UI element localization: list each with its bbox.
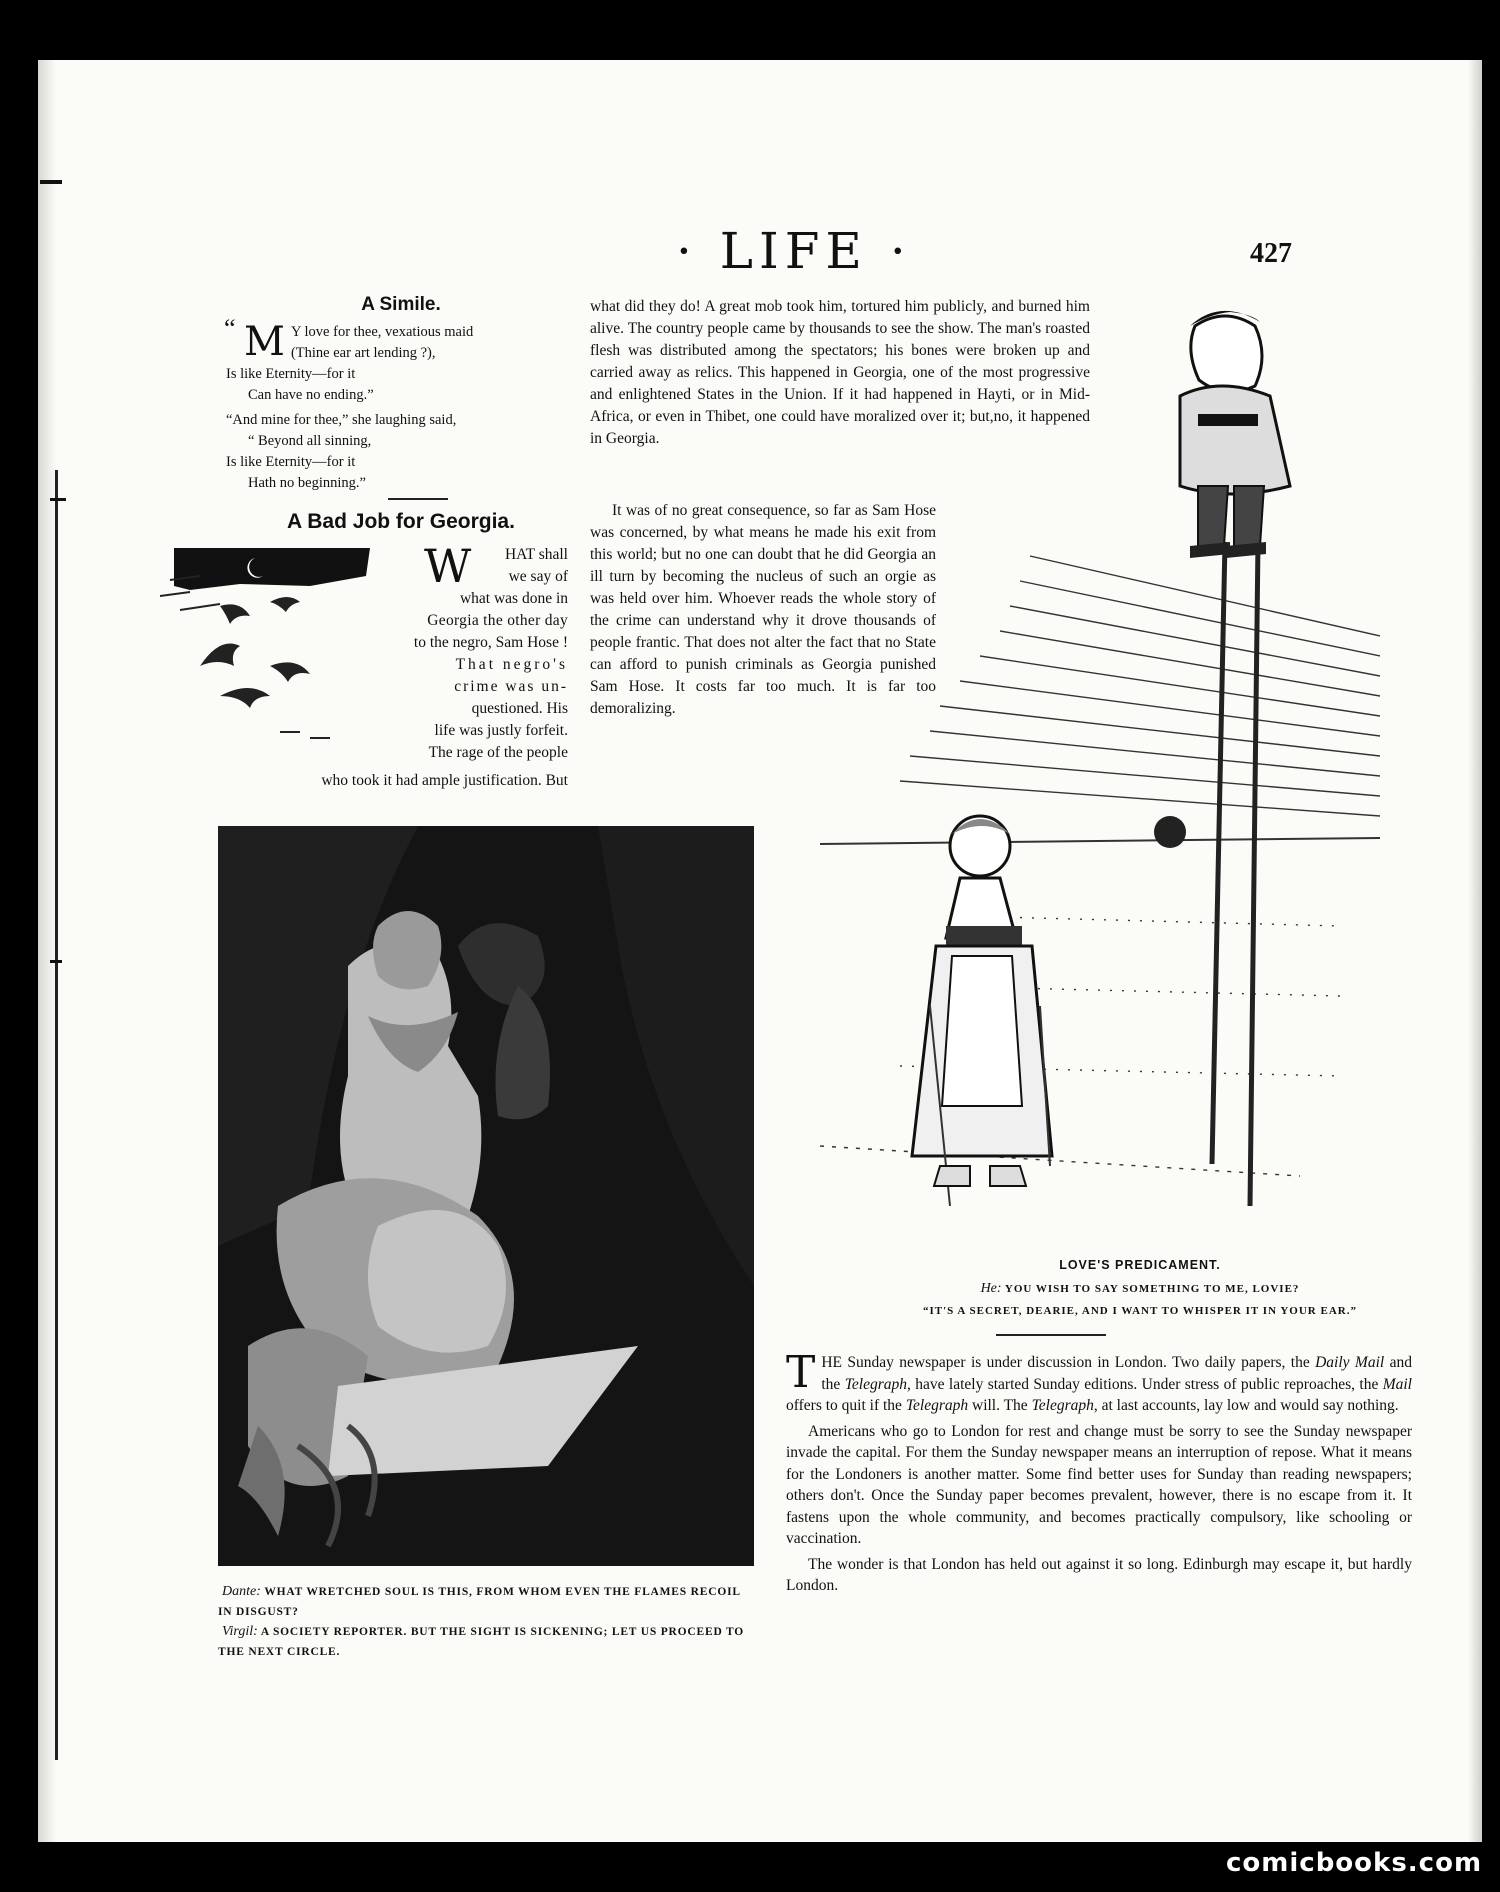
- dante-caption: [218, 1582, 758, 1662]
- masthead: · LIFE ·: [676, 222, 912, 280]
- article-line: what was done in: [459, 590, 568, 607]
- article-line: HAT shall: [504, 546, 568, 563]
- stilts-cartoon-illustration: [780, 306, 1380, 1206]
- caption-line: A SOCIETY REPORTER. BUT THE SIGHT IS SICKENING; LET US PROCEED TO THE NEXT CIRCLE.: [218, 1626, 745, 1658]
- newspaper-name: Telegraph: [905, 1397, 969, 1414]
- binding-mark: [50, 498, 66, 501]
- paragraph-text: and the: [821, 1354, 1412, 1393]
- sunday-paragraph: The wonder is that London has held out against it so long. Edinburgh may escape it, but hardly London.: [786, 1555, 1412, 1594]
- article-line: That negro's: [455, 656, 568, 673]
- paragraph-text: HE Sunday newspaper is under discussion in London. Two daily papers, the: [821, 1354, 1316, 1371]
- paragraph-text: offers to quit if the: [786, 1397, 906, 1414]
- newspaper-name: Mail: [1382, 1375, 1412, 1393]
- paragraph-text: will. The: [968, 1397, 1032, 1414]
- simile-title: A Simile.: [361, 294, 441, 315]
- caption-speaker: Virgil:: [222, 1624, 258, 1639]
- newspaper-name: Telegraph: [1031, 1397, 1094, 1414]
- open-quote: “: [224, 314, 236, 343]
- binding-stitch: [55, 470, 58, 1760]
- sunday-paragraph: Americans who go to London for rest and change must be sorry to see the Sunday newspaper invade the capital. For them the Sunday newspaper means an interruption of repose. What it means for the Londoners is another matter. Some find better uses for Sunday than reading newspapers; others don't. Once the Sunday paper becomes prevalent, however, there is no escape from it. It fastens upon the whole community, and becomes practically compulsory, like schooling or vaccination.: [786, 1422, 1412, 1547]
- article-line: we say of: [508, 568, 568, 585]
- verse-line: (Thine ear art lending ?),: [290, 345, 436, 361]
- caption-line: YOU WISH TO SAY SOMETHING TO ME, LOVIE?: [1004, 1283, 1300, 1295]
- newspaper-name: Daily Mail: [1315, 1354, 1385, 1371]
- caption-speaker: Dante:: [222, 1584, 261, 1599]
- cartoon-title: LOVE'S PREDICAMENT.: [1059, 1258, 1221, 1272]
- verse-line: Hath no beginning.”: [248, 475, 366, 491]
- article-paragraph: what did they do! A great mob took him, tortured him publicly, and burned him alive. The country people came by thousands to see the show. The man's roasted flesh was distributed among the spectators; his bones were broken up and carried away as relics. This happened in Georgia, one of the most progressive and enlightened States in the Union. If it had happened in Hayti, or in Mid-Africa, or even in Thibet, one could have moralized over it; but,no, it happened in Georgia.: [590, 298, 1090, 447]
- page-gutter-left: [38, 60, 56, 1842]
- caption-line: “IT'S A SECRET, DEARIE, AND I WANT TO WHISPER IT IN YOUR EAR.”: [923, 1305, 1357, 1317]
- article-line: to the negro, Sam Hose !: [413, 634, 568, 651]
- site-watermark: comicbooks.com: [1226, 1848, 1483, 1878]
- verse-line: Is like Eternity—for it: [226, 454, 356, 470]
- section-rule: [388, 498, 448, 500]
- verse-line: Can have no ending.”: [248, 387, 374, 403]
- verse-line: “ Beyond all sinning,: [248, 433, 372, 449]
- caption-line: WHAT WRETCHED SOUL IS THIS, FROM WHOM EVEN THE FLAMES RECOIL IN DISGUST?: [218, 1586, 741, 1618]
- article-title: A Bad Job for Georgia.: [287, 510, 515, 533]
- verse-line: “And mine for thee,” she laughing said,: [226, 412, 457, 428]
- simile-verse: [224, 314, 576, 494]
- binding-mark: [50, 960, 62, 963]
- verse-line: Is like Eternity—for it: [226, 366, 356, 382]
- article-line: life was justly forfeit.: [434, 722, 568, 739]
- dante-inferno-illustration: [218, 826, 754, 1566]
- article-line: who took it had ample justification. But: [321, 772, 568, 789]
- article-paragraph: It was of no great consequence, so far as Sam Hose was concerned, by what means he made his exit from this world; but no one can doubt that he did Georgia an ill turn by becoming the nucleus of such an orgie as was held over him. Whoever reads the whole story of the crime can understand why it drove thousands of people frantic. That does not alter the fact that no State can afford to punish criminals as Georgia punished Sam Hose. It costs far too much. It is far too demoralizing.: [590, 502, 936, 717]
- page-number: 427: [1250, 238, 1292, 269]
- section-rule: [996, 1334, 1106, 1336]
- paragraph-text: , have lately started Sunday editions. Under stress of public reproaches, the: [906, 1375, 1383, 1393]
- article-line: crime was un-: [454, 678, 568, 695]
- article-line: Georgia the other day: [427, 612, 568, 629]
- sunday-newspaper-article: [786, 1347, 1412, 1597]
- page-gutter-right: [1468, 60, 1482, 1842]
- sunday-dropcap: T: [786, 1347, 816, 1398]
- article-line: questioned. His: [471, 700, 568, 717]
- newspaper-name: Telegraph: [844, 1375, 907, 1393]
- cartoon-caption: [820, 1258, 1460, 1322]
- simile-dropcap: M: [244, 319, 285, 365]
- paragraph-text: , at last accounts, lay low and would say nothing.: [1093, 1397, 1399, 1414]
- binding-mark: [40, 180, 62, 184]
- night-bats-illustration: [160, 546, 370, 746]
- caption-speaker: He:: [980, 1281, 1002, 1296]
- simile-poem: [226, 294, 576, 494]
- verse-line: Y love for thee, vexatious maid: [290, 324, 474, 340]
- article-line: The rage of the people: [428, 744, 568, 761]
- article-col1-top: [366, 539, 568, 764]
- article-dropcap: W: [424, 539, 472, 593]
